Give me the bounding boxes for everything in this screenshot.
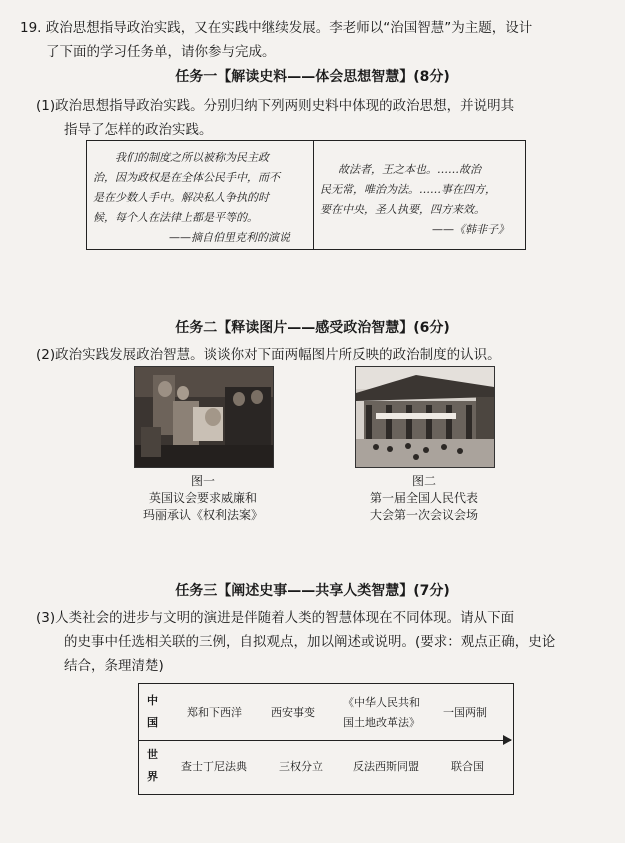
source-left-line: 我们的制度之所以被称为民主政 bbox=[115, 151, 269, 164]
figure2-image bbox=[355, 366, 495, 468]
task3-title: 任务三【阐述史事——共享人类智慧】(7分) bbox=[175, 583, 450, 599]
source-box bbox=[86, 140, 526, 250]
task3-question-line3: 结合，条理清楚) bbox=[64, 658, 164, 674]
source-right-line: 民无常，唯治为法。……事在四方， bbox=[320, 183, 496, 196]
question-intro-line2: 了下面的学习任务单，请你参与完成。 bbox=[46, 44, 276, 60]
source-left-line: 候，每个人在法律上都是平等的。 bbox=[93, 211, 258, 224]
source-right-line: 故法者，王之本也。……故治 bbox=[338, 163, 481, 176]
figure2-caption-line1: 第一届全国人民代表 bbox=[369, 491, 478, 505]
figure2-label: 图二 bbox=[411, 474, 436, 488]
figure2-caption-line2: 大会第一次会议会场 bbox=[369, 508, 478, 522]
timeline-world-item: 三权分立 bbox=[279, 760, 323, 773]
figure2-photo bbox=[356, 367, 494, 467]
source-left-line: 治，因为政权是在全体公民手中，而不 bbox=[93, 171, 280, 184]
source-left-attribution: ——摘自伯里克利的演说 bbox=[169, 231, 290, 244]
task3-question-line2: 的史事中任选相关联的三例，自拟观点，加以阐述或说明。(要求：观点正确，史论 bbox=[64, 634, 556, 650]
figure1-painting bbox=[135, 367, 273, 467]
task3-question-line1: (3)人类社会的进步与文明的演进是伴随着人类的智慧体现在不同体现。请从下面 bbox=[36, 610, 515, 626]
timeline-axis bbox=[139, 740, 511, 741]
timeline-world-item: 反法西斯同盟 bbox=[353, 760, 419, 773]
task1-question-line2: 指导了怎样的政治实践。 bbox=[64, 122, 213, 138]
source-hanfeizi bbox=[314, 141, 525, 249]
timeline-china-label: 国 bbox=[147, 716, 158, 729]
source-pericles bbox=[87, 141, 314, 249]
timeline-world-item: 联合国 bbox=[451, 760, 484, 773]
task1-title: 任务一【解读史料——体会思想智慧】(8分) bbox=[175, 69, 450, 85]
timeline-world-label: 界 bbox=[147, 770, 158, 783]
timeline-china-item: 一国两制 bbox=[443, 706, 487, 719]
timeline-china-label: 中 bbox=[147, 694, 158, 707]
timeline-box bbox=[138, 683, 514, 795]
figure1-caption-line2: 玛丽承认《权利法案》 bbox=[142, 508, 263, 522]
timeline-china-item: 西安事变 bbox=[271, 706, 315, 719]
figure1-image bbox=[134, 366, 274, 468]
task2-question-line1: (2)政治实践发展政治智慧。谈谈你对下面两幅图片所反映的政治制度的认识。 bbox=[36, 347, 501, 363]
question-intro-line1: 19. 政治思想指导政治实践，又在实践中继续发展。李老师以“治国智慧”为主题，设计 bbox=[20, 20, 533, 36]
timeline-arrow-icon bbox=[503, 735, 512, 745]
timeline-world-item: 查士丁尼法典 bbox=[181, 760, 247, 773]
timeline-china-item: 《中华人民共和 bbox=[343, 696, 420, 709]
source-left-line: 是在少数人手中。解决私人争执的时 bbox=[93, 191, 269, 204]
task2-title: 任务二【释读图片——感受政治智慧】(6分) bbox=[175, 320, 450, 336]
figure1-caption-line1: 英国议会要求威廉和 bbox=[148, 491, 257, 505]
figure1-label: 图一 bbox=[190, 474, 215, 488]
timeline-china-item: 国土地改革法》 bbox=[343, 716, 420, 729]
timeline-china-item: 郑和下西洋 bbox=[187, 706, 242, 719]
source-right-attribution: ——《韩非子》 bbox=[432, 223, 509, 236]
timeline-world-label: 世 bbox=[147, 748, 158, 761]
task1-question-line1: (1)政治思想指导政治实践。分别归纳下列两则史料中体现的政治思想，并说明其 bbox=[36, 98, 515, 114]
source-right-line: 要在中央，圣人执要，四方来效。 bbox=[320, 203, 485, 216]
